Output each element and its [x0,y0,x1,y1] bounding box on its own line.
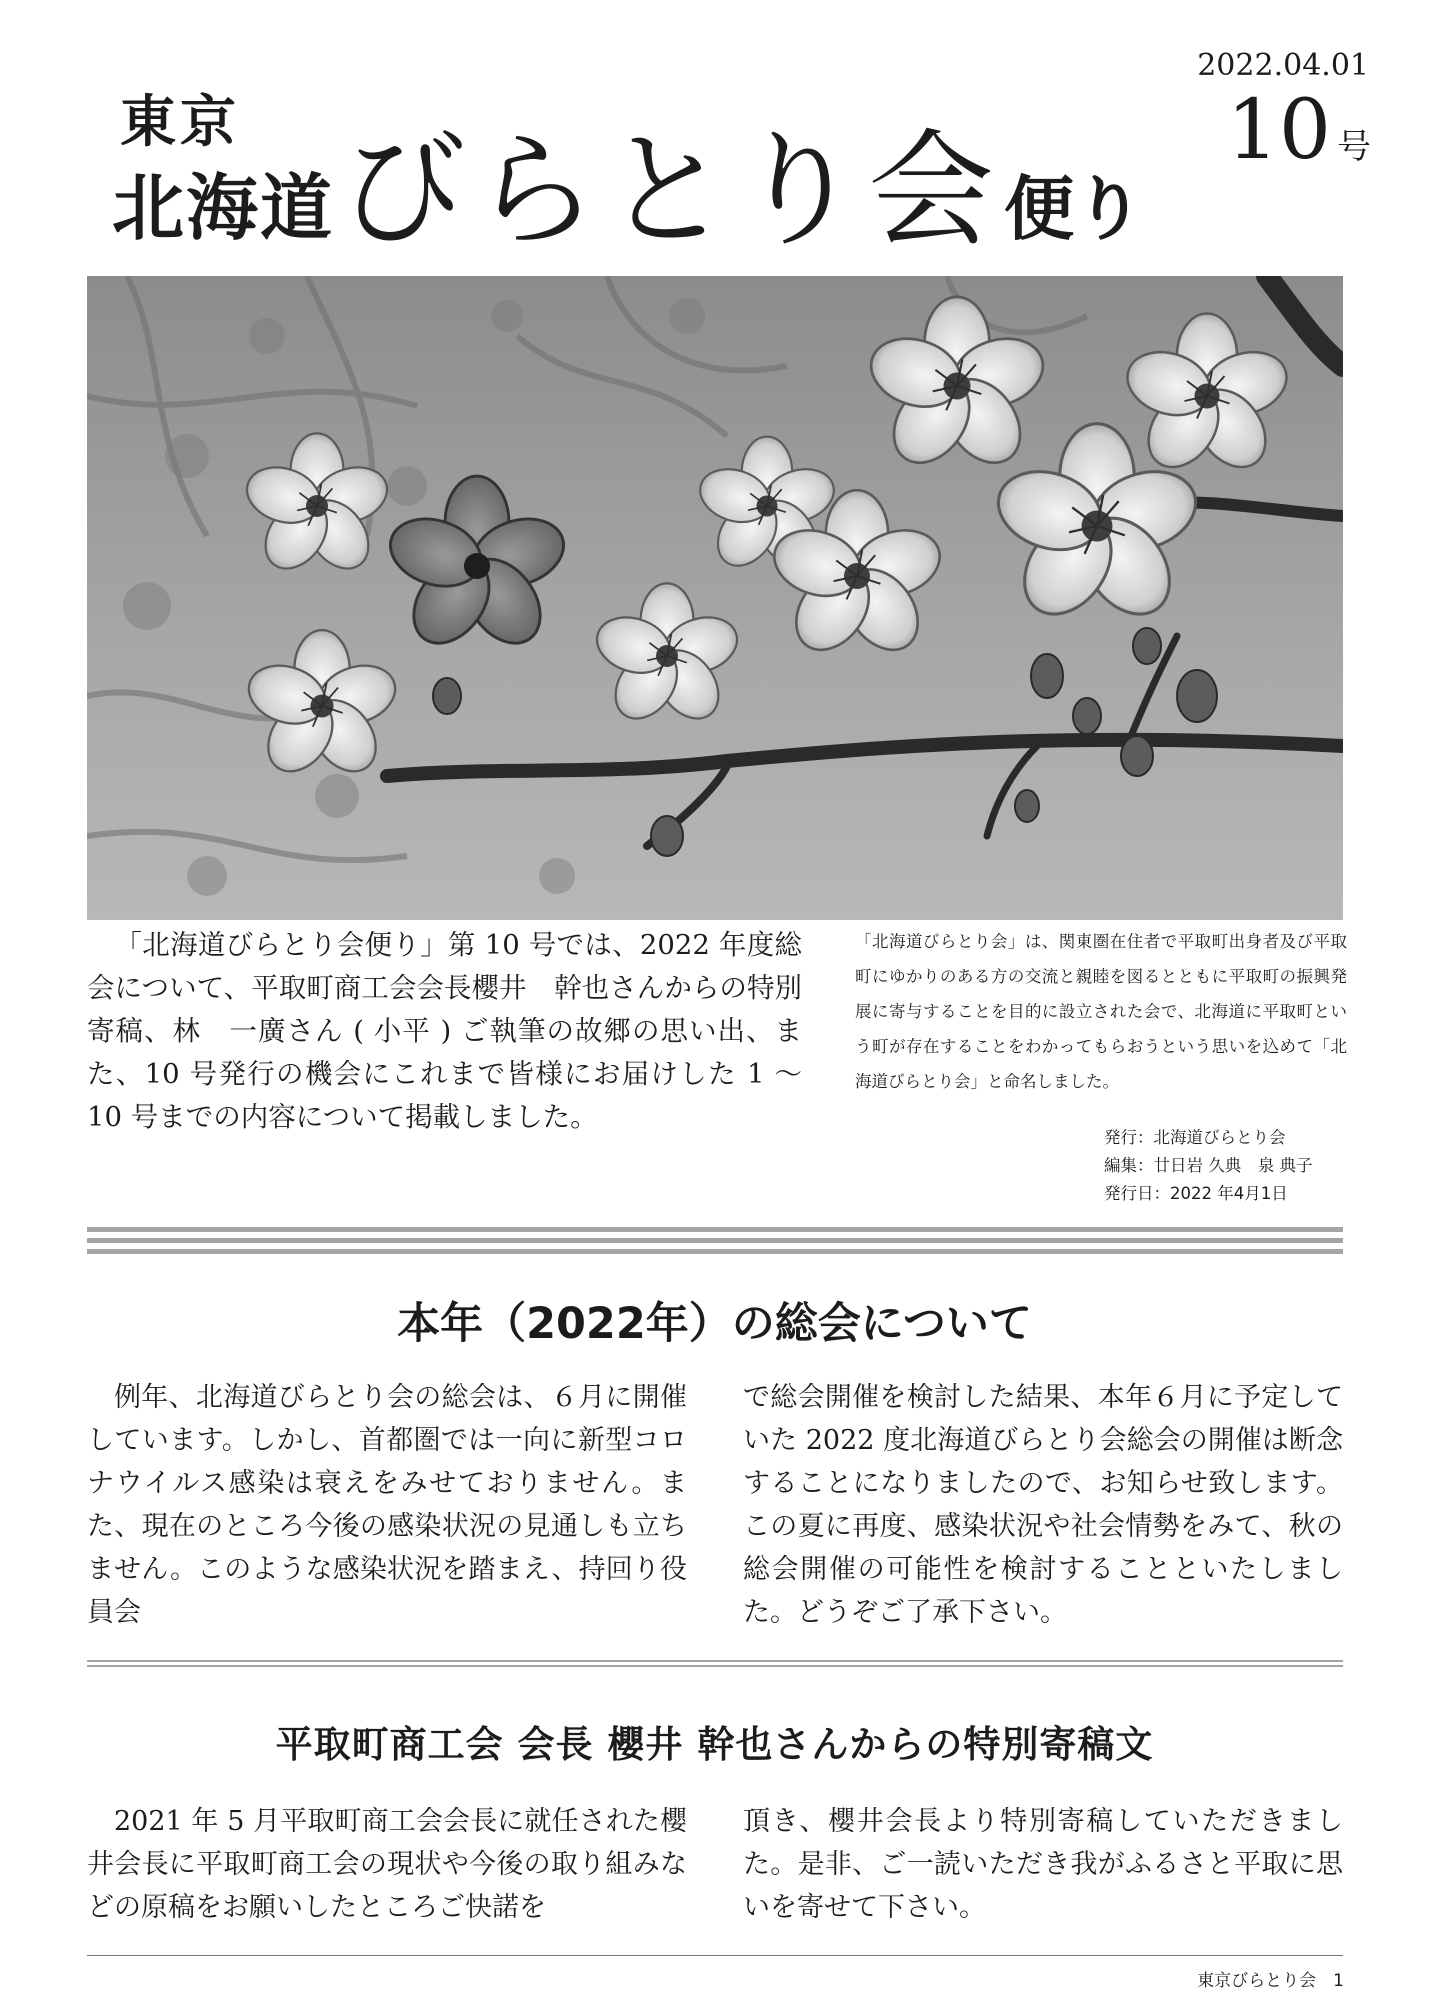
masthead-hokkaido: 北海道 [112,166,335,250]
issue-suffix: 号 [1337,127,1371,167]
issue-number-block [1226,83,1371,178]
section2-right-column: 頂き、櫻井会長より特別寄稿していただきました。是非、ご一読いただき我がふるさと平取に思いを寄せて下さい。 [743,1806,1343,1923]
footer-rule [87,1955,1343,1956]
divider-rule [87,1227,1343,1232]
about-paragraph: 「北海道びらとり会」は、関東圏在住者で平取町出身者及び平取町にゆかりのある方の交流と親睦を図るとともに平取町の振興発展に寄与することを目的に設立された会で、北海道に平取町という町が存在することをわかってもらおうという思いを込めて「北海道びらとり会」と命名しました。 [855,932,1347,1091]
cherry-blossom-photo [87,276,1343,920]
section1-right-column: で総会開催を検討した結果、本年６月に予定していた 2022 度北海道びらとり会総会の開催は断念することになりましたので、お知らせ致します。この夏に再度、感染状況や社会情勢をみて、秋の総会開催の可能性を検討することといたしました。どうぞご了承下さい。 [743,1382,1343,1628]
page-footer: 東京びらとり会 1 [1197,1971,1344,1991]
section1-left-column: 例年、北海道びらとり会の総会は、６月に開催しています。しかし、首都圏では一向に新型コロナウイルス感染は衰えをみせておりません。また、現在のところ今後の感染状況の見通しも立ちません。このような感染状況を踏まえ、持回り役員会 [87,1382,687,1628]
issue-date: 2022.04.01 [1197,48,1369,83]
editors: 編集：廿日岩 久典 泉 典子 [1104,1156,1313,1175]
masthead-tokyo: 東京 [120,90,240,155]
divider-rule [87,1238,1343,1243]
publisher: 発行：北海道びらとり会 [1104,1128,1286,1147]
section2-left-column: 2021 年 5 月平取町商工会会長に就任された櫻井会長に平取町商工会の現状や今後の取り組みなどの原稿をお願いしたところご快諾を [87,1806,687,1923]
issue-number: 10 [1226,83,1331,178]
masthead-tayori: 便り [1004,168,1145,250]
intro-paragraph: 「北海道びらとり会便り」第 10 号では、2022 年度総会について、平取町商工会会長櫻井 幹也さんからの特別寄稿、林 一廣さん ( 小平 ) ご執筆の故郷の思い出、また、10 号発行の機会にこれまで皆様にお届けした 1 ～ 10 号までの内容について掲載しました。 [87,929,802,1133]
divider-rule [87,1249,1343,1254]
masthead-biratori: びらとり会 [340,117,1001,264]
issue-date-credit: 発行日：2022 年4月1日 [1104,1184,1288,1203]
credits [1104,1124,1313,1208]
divider-rule [87,1660,1343,1662]
section-heading-general-meeting: 本年（2022年）の総会について [397,1299,1032,1349]
section-heading-special-contribution: 平取町商工会 会長 櫻井 幹也さんからの特別寄稿文 [275,1723,1154,1766]
divider-rule [87,1665,1343,1667]
